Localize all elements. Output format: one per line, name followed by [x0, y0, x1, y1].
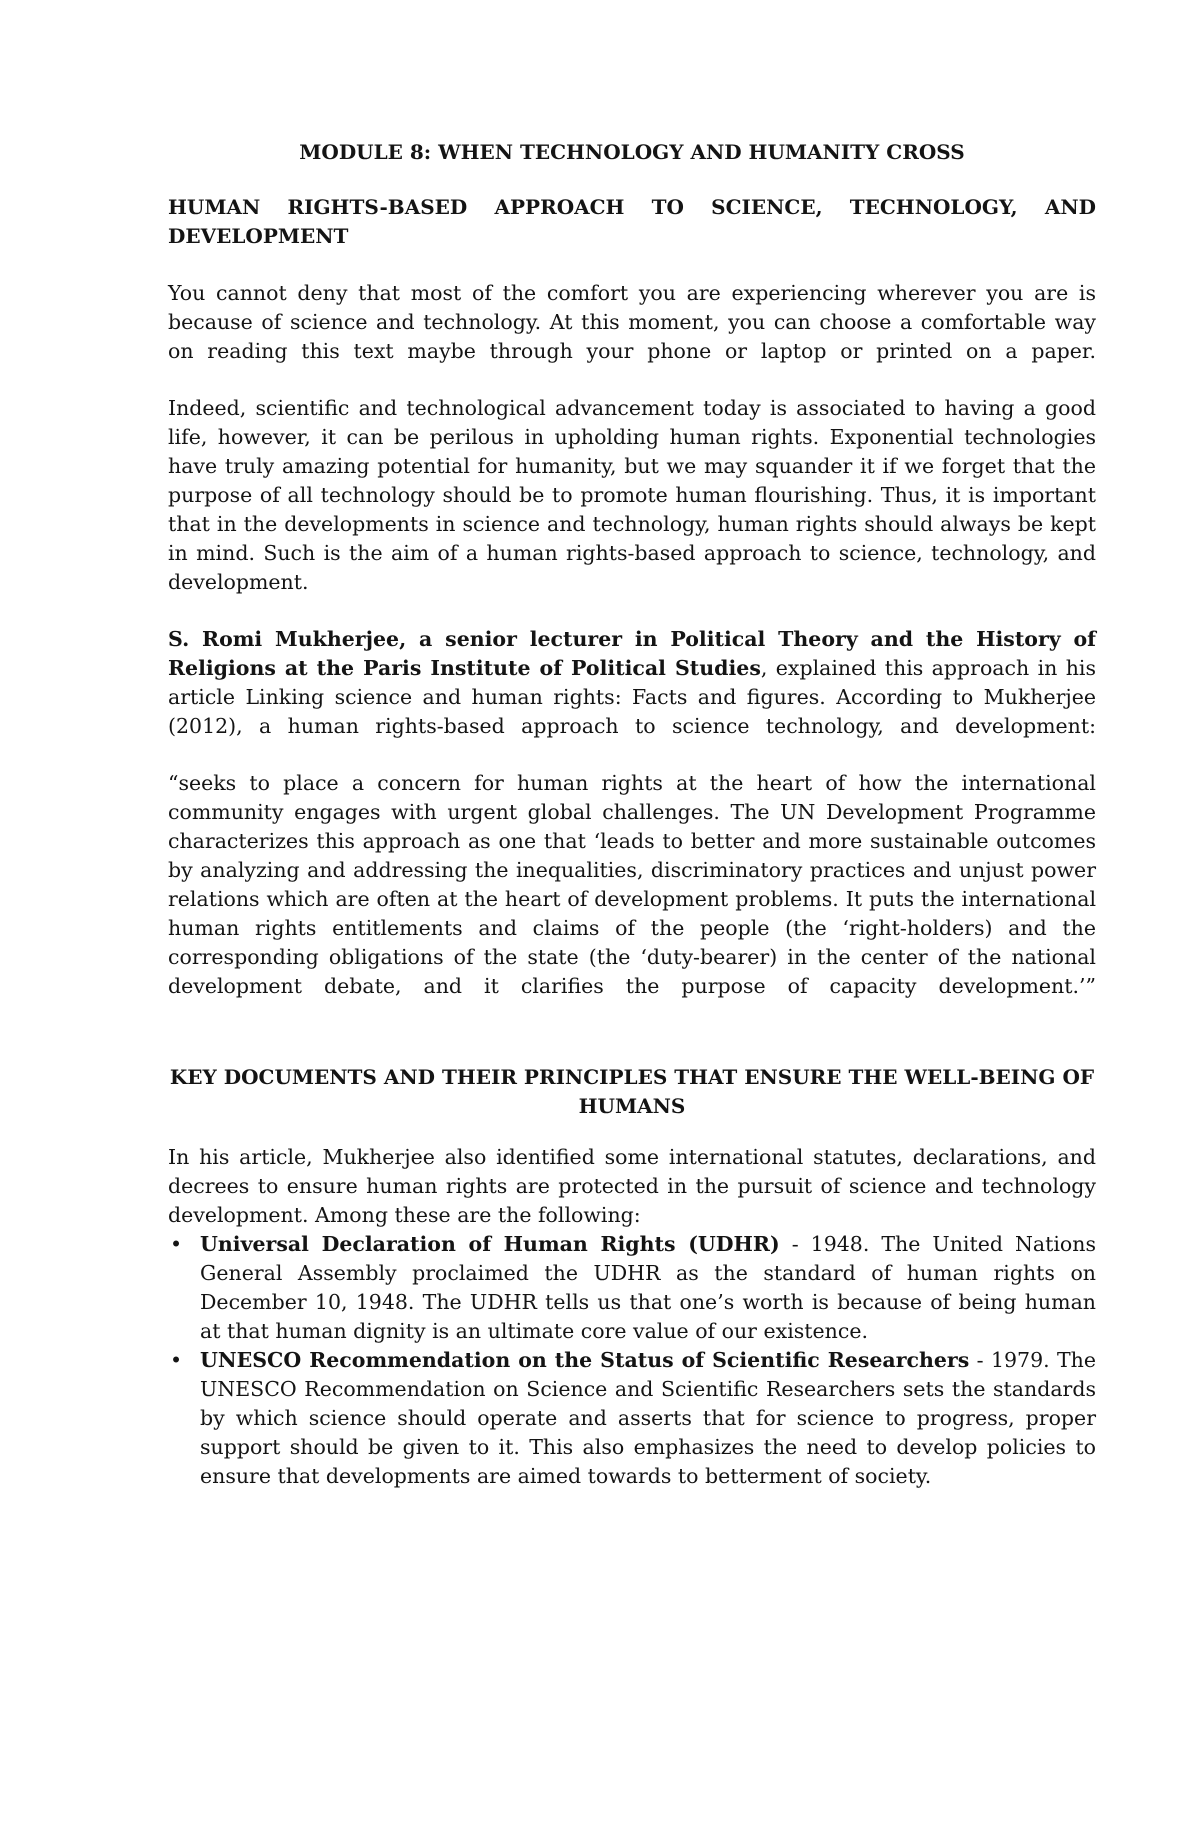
bullet-icon: •: [170, 1232, 183, 1256]
paragraph-comfort: You cannot deny that most of the comfort you are experiencing wherever you are is because of science and technology. At this moment, you can choose a comfortable way on reading this text maybe through your phone or laptop or printed on a paper.: [168, 281, 1096, 363]
paragraph-advancement: Indeed, scientific and technological advancement today is associated to having a good life, however, it can be perilous in upholding human rights. Exponential technologies have truly amazing potential for humanity, but we may squander it if we forget that the purpose of all technology should be to promote human flourishing. Thus, it is important that in the developments in science and technology, human rights should always be kept in mind. Such is the aim of a human rights-based approach to science, technology, and development.: [168, 396, 1096, 594]
block-quote: “seeks to place a concern for human rights at the heart of how the international community engages with urgent global challenges. The UN Development Programme characterizes this approach as one that ‘leads to better and more sustainable outcomes by analyzing and addressing the inequalities, discriminatory practices and unjust power relations which are often at the heart of development problems. It puts the international human rights entitlements and claims of the people (the ‘right-holders) and the corresponding obligations of the state (the ‘duty-bearer) in the center of the national development debate, and it clarifies the purpose of capacity development.’”: [168, 771, 1096, 998]
document-page: [168, 138, 1096, 1491]
list-item-unesco: [168, 1346, 1096, 1491]
list-item-udhr: [168, 1230, 1096, 1346]
paragraph-mukherjee: [168, 625, 1096, 741]
key-documents-list: [168, 1230, 1096, 1491]
section-heading-hrba: HUMAN RIGHTS-BASED APPROACH TO SCIENCE, TECHNOLOGY, AND DEVELOPMENT: [168, 195, 1096, 248]
bullet-icon: •: [170, 1348, 183, 1372]
paragraph-key-documents-intro: In his article, Mukherjee also identified some international statutes, declarations, and decrees to ensure human rights are protected in the pursuit of science and technology development. Among these are the following:: [168, 1145, 1096, 1227]
mukherjee-credentials: S. Romi Mukherjee, a senior lecturer in Political Theory and the History of Religions at the Paris Institute of Political Studies: [168, 627, 1096, 680]
section-heading-key-documents: KEY DOCUMENTS AND THEIR PRINCIPLES THAT ENSURE THE WELL-BEING OF HUMANS: [169, 1065, 1095, 1118]
list-item-text: - 1948. The United Nations General Assembly proclaimed the UDHR as the standard of human rights on December 10, 1948. The UDHR tells us that one’s worth is because of being human at that human dignity is an ultimate core value of our existence.: [200, 1232, 1096, 1343]
list-item-title: UNESCO Recommendation on the Status of Scientific Researchers: [200, 1348, 970, 1372]
list-item-text: - 1979. The UNESCO Recommendation on Science and Scientific Researchers sets the standards by which science should operate and asserts that for science to progress, proper support should be given to it. This also emphasizes the need to develop policies to ensure that developments are aimed towards to betterment of society.: [200, 1348, 1096, 1488]
list-item-title: Universal Declaration of Human Rights (UDHR): [200, 1232, 780, 1256]
mukherjee-explanation: , explained this approach in his article Linking science and human rights: Facts and figures. According to Mukherjee (2012), a human rights-based approach to science technology, and development:: [168, 656, 1097, 738]
module-title: MODULE 8: WHEN TECHNOLOGY AND HUMANITY CROSS: [299, 140, 965, 164]
